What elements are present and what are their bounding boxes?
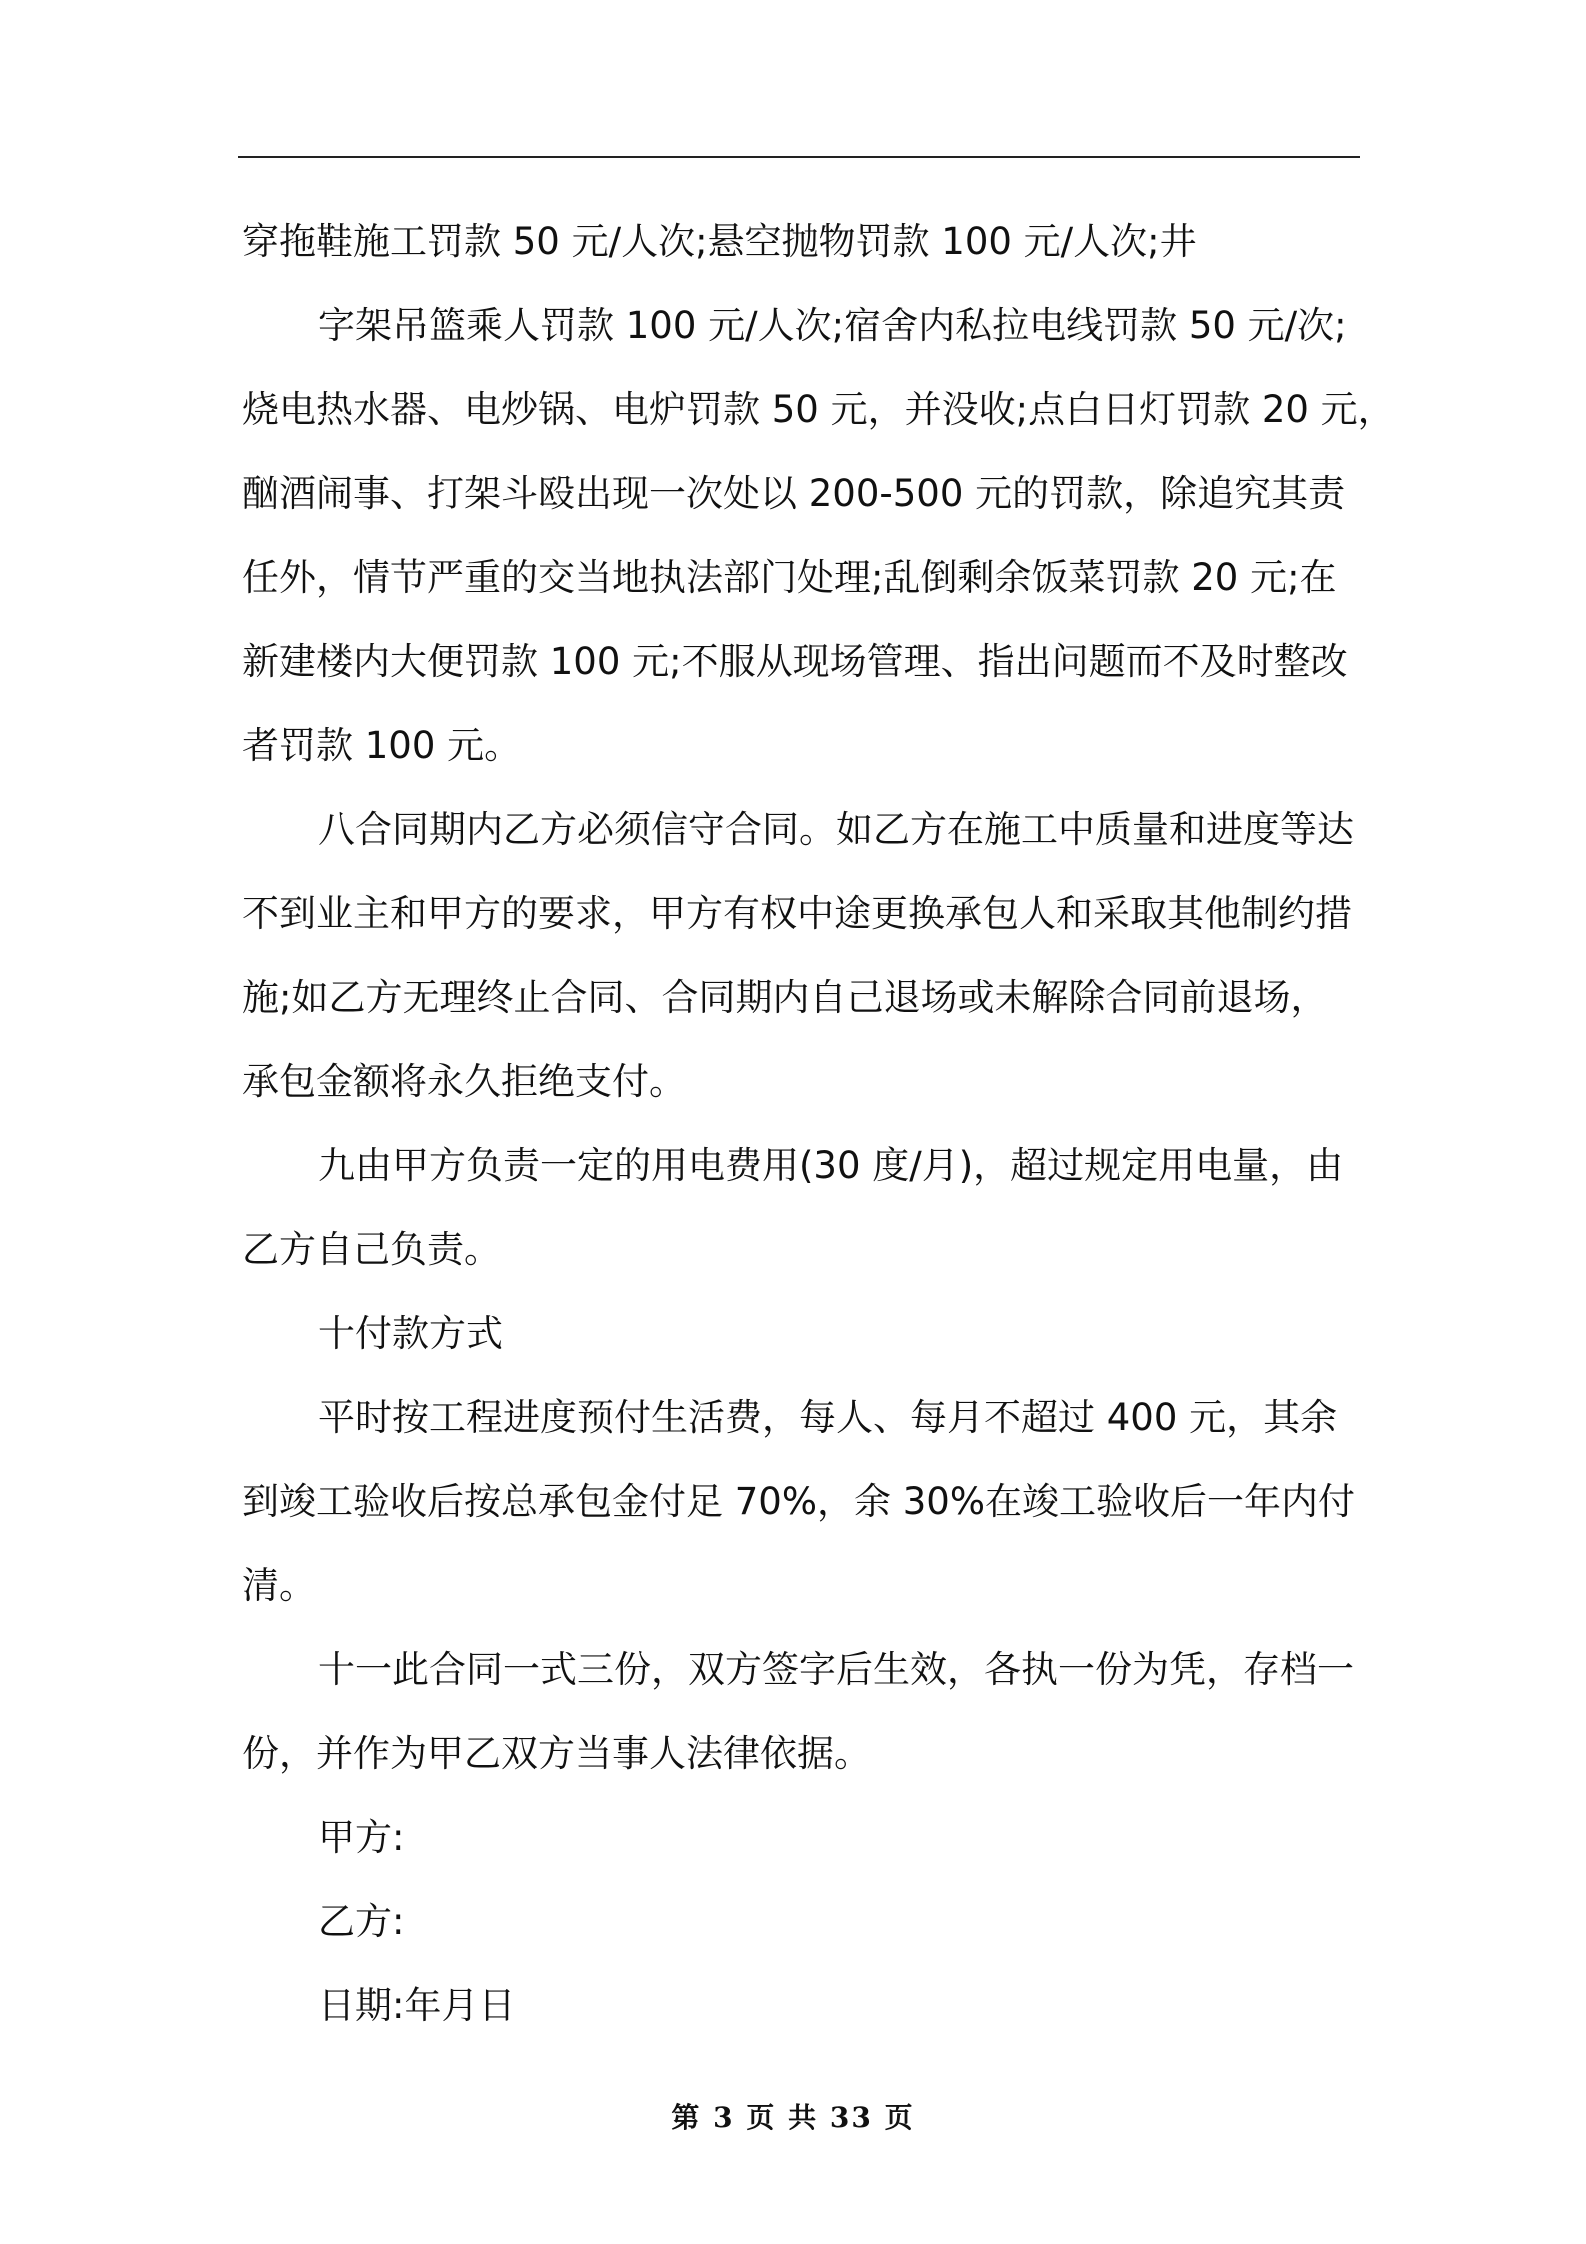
text-line: 乙方自己负责。 <box>242 1228 501 1271</box>
text-line: 酗酒闹事、打架斗殴出现一次处以 200-500 元的罚款，除追究其责 <box>242 472 1346 515</box>
text-line: 承包金额将永久拒绝支付。 <box>242 1060 686 1103</box>
text-line: 者罚款 100 元。 <box>242 724 522 767</box>
text-line: 九由甲方负责一定的用电费用(30 度/月)，超过规定用电量，由 <box>318 1144 1344 1187</box>
text-line: 穿拖鞋施工罚款 50 元/人次;悬空抛物罚款 100 元/人次;井 <box>242 220 1197 263</box>
text-line: 任外，情节严重的交当地执法部门处理;乱倒剩余饭菜罚款 20 元;在 <box>242 556 1337 599</box>
text-line: 字架吊篮乘人罚款 100 元/人次;宿舍内私拉电线罚款 50 元/次; <box>318 304 1347 347</box>
body-text <box>242 200 1395 2048</box>
text-line: 新建楼内大便罚款 100 元;不服从现场管理、指出问题而不及时整改 <box>242 640 1348 683</box>
text-line: 施;如乙方无理终止合同、合同期内自己退场或未解除合同前退场， <box>242 976 1328 1019</box>
page-number: 第 3 页 共 33 页 <box>671 2101 915 2134</box>
text-line: 不到业主和甲方的要求，甲方有权中途更换承包人和采取其他制约措 <box>242 892 1352 935</box>
text-line: 清。 <box>242 1564 316 1607</box>
header-rule <box>238 156 1360 158</box>
text-line: 八合同期内乙方必须信守合同。如乙方在施工中质量和进度等达 <box>318 808 1354 851</box>
document-body <box>242 200 1395 2048</box>
party-b-signature-label: 乙方: <box>318 1900 405 1943</box>
text-line: 份，并作为甲乙双方当事人法律依据。 <box>242 1732 871 1775</box>
text-line: 烧电热水器、电炒锅、电炉罚款 50 元，并没收;点白日灯罚款 20 元， <box>242 388 1395 431</box>
text-line: 到竣工验收后按总承包金付足 70%，余 30%在竣工验收后一年内付 <box>242 1480 1355 1523</box>
text-line: 平时按工程进度预付生活费，每人、每月不超过 400 元，其余 <box>318 1396 1338 1439</box>
text-line: 十一此合同一式三份，双方签字后生效，各执一份为凭，存档一 <box>318 1648 1354 1691</box>
section-heading: 十付款方式 <box>318 1312 503 1355</box>
party-a-signature-label: 甲方: <box>318 1816 405 1859</box>
date-label: 日期:年月日 <box>318 1984 516 2027</box>
